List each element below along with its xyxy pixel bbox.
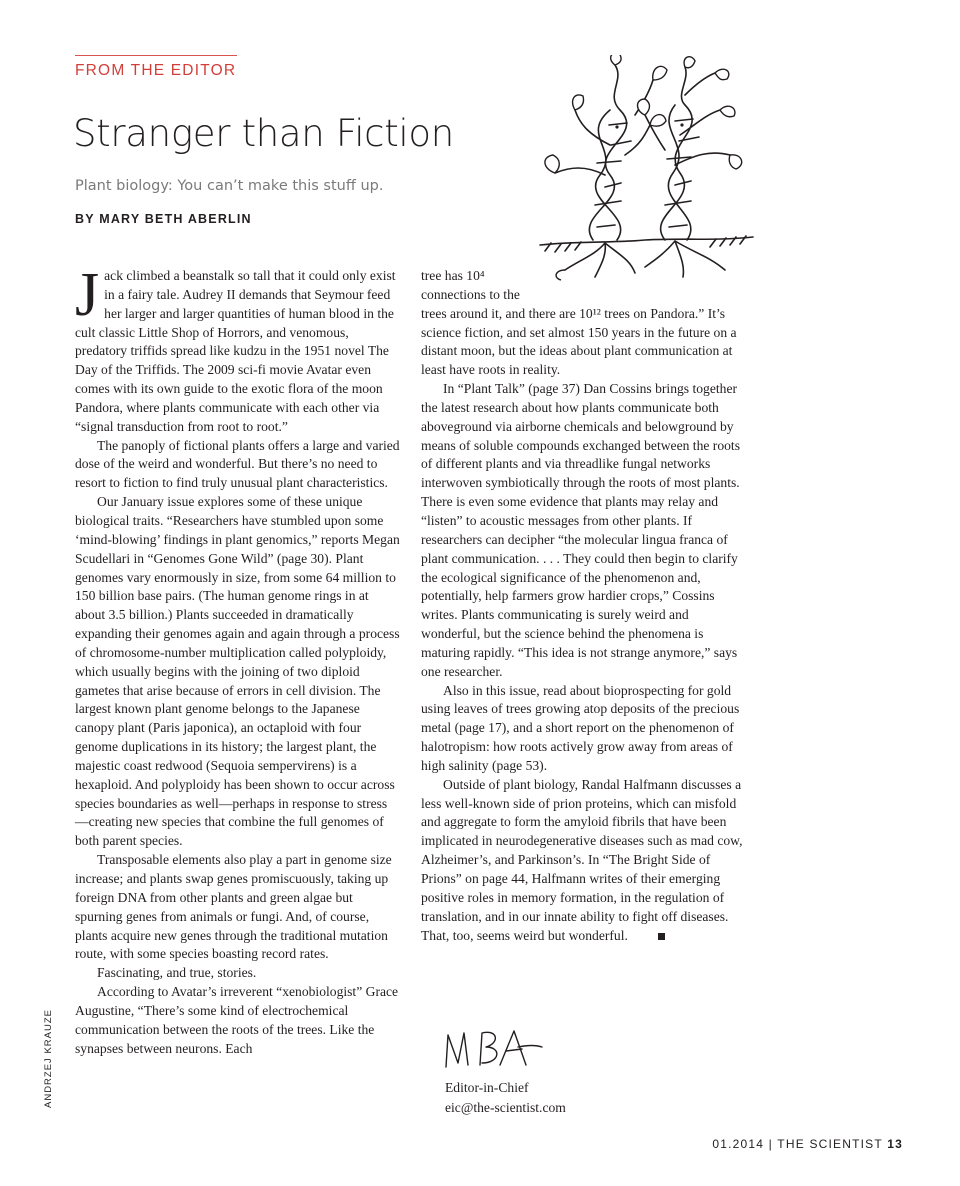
- paragraph: Also in this issue, read about bioprospecting for gold using leaves of trees growing atop deposits of the precious metal (page 17), and a short report on the phenomenon of halotropism: how roots actively grow away from areas of high salinity (page 53).: [421, 682, 740, 773]
- illustration-credit: [43, 1009, 142, 1119]
- signature-email: eic@the-scientist.com: [445, 1100, 566, 1115]
- signature-role: Editor-in-Chief: [445, 1080, 529, 1095]
- credit-text: ANDRZEJ KRAUZE: [43, 1009, 54, 1108]
- paragraph: The panoply of fictional plants offers a large and varied dose of the weird and wonderful. But there’s no need to resort to fiction to find truly unusual plant characteristics.: [75, 437, 400, 491]
- article-column-2: [421, 267, 748, 945]
- dna-plants-illustration-icon: [535, 55, 755, 285]
- section-label: FROM THE EDITOR: [75, 62, 237, 79]
- page-footer: [712, 1137, 903, 1151]
- paragraph: In “Plant Talk” (page 37) Dan Cossins brings together the latest research about how plants communicate both aboveground via airborne chemicals and belowground by means of soluble compounds exchanged between the roots of different plants and via threadlike fungal networks interwoven symbiotically through the roots of most plants. There is even some evidence that plants may relay and “listen” to acoustic messages from other plants. If researchers can decipher “the molecular lingua franca of plant communication. . . . They could then begin to clarify the ecological significance of the phenomenon and, potentially, help farmers grow hardier crops,” Cossins writes. Plants communicating is surely weird and wonderful, but the science behind the phenomena is maturing rapidly. “This idea is not strange anymore,” says one researcher.: [421, 381, 740, 679]
- paragraph: Transposable elements also play a part in genome size increase; and plants swap genes promiscuously, taking up foreign DNA from other plants and green algae but spurning genes from animals or fungi. And, of course, plants acquire new genes through the traditional mutation route, with some species boasting record rates.: [75, 852, 392, 962]
- signature-icon: [440, 1025, 545, 1075]
- drop-cap: J: [75, 261, 100, 329]
- article-column-1: [75, 261, 400, 1058]
- paragraph: [421, 776, 748, 946]
- deck-subtitle: Plant biology: You can’t make this stuff up.: [75, 178, 384, 194]
- page-number: 13: [887, 1137, 903, 1151]
- paragraph: According to Avatar’s irreverent “xenobiologist” Grace Augustine, “There’s some kind of electrochemical communication between the roots of the trees. Like the synapses between neurons. Each: [75, 984, 399, 1056]
- end-mark-icon: [658, 933, 665, 940]
- paragraph: ack climbed a beanstalk so tall that it could only exist in a fairy tale. Audrey II demands that Seymour feed her larger and larger quantities of human blood in the cult classic Little Shop of Horrors, and venomous, predatory triffids spread like kudzu in the 1951 novel The Day of the Triffids. The 2009 sci-fi movie Avatar even comes with its own guide to the exotic flora of the moon Pandora, where plants communicate with each other via “signal transduction from root to root.”: [75, 268, 396, 434]
- paragraph: Fascinating, and true, stories.: [97, 965, 257, 981]
- signature-block: [445, 1078, 566, 1118]
- paragraph: Our January issue explores some of these unique biological traits. “Researchers have stumbled upon some ‘mind-blowing’ findings in plant genomics,” reports Megan Scudellari in “Genomes Gone Wild” (page 30). Plant genomes vary enormously in size, from some 64 million to 150 billion base pairs. (The human genome rings in at about 3.5 billion.) Plants succeeded in dramatically expanding their genomes again and again through a process of chromosome-number multiplication called polyploidy, which usually begins with the joining of two diploid gametes that arise because of errors in cell division. The largest known plant genome belongs to the Japanese canopy plant (Paris japonica), an octaploid with four genome duplications in its history; the largest plant, the majestic coast redwood (Sequoia sempervirens) is a hexaploid. And polyploidy has been shown to occur across species boundaries as well—perhaps in response to stress—creating new species that combine the full genomes of both parent species.: [75, 494, 400, 849]
- section-rule: [75, 55, 237, 56]
- paragraph-text: Outside of plant biology, Randal Halfmann discusses a less well-known side of prion proteins, which can misfold and aggregate to form the amyloid fibrils that have been implicated in neurodegenerative diseases such as mad cow, Alzheimer’s, and Parkinson’s. In “The Bright Side of Prions” on page 44, Halfmann writes of their emerging positive roles in memory formation, in the regulation of translation, and in our innate ability to fight off diseases. That, too, seems weird but wonderful.: [421, 776, 743, 943]
- byline: BY MARY BETH ABERLIN: [75, 212, 252, 226]
- paragraph: tree has 10⁴ connections to the trees around it, and there are 10¹² trees on Pandora.” It’s science fiction, and set almost 150 years in the future on a distant moon, but the ideas about plant communication at least have roots in reality.: [421, 268, 737, 378]
- page-title: Stranger than Fiction: [73, 112, 454, 155]
- footer-issue: 01.2014 | THE SCIENTIST: [712, 1137, 883, 1151]
